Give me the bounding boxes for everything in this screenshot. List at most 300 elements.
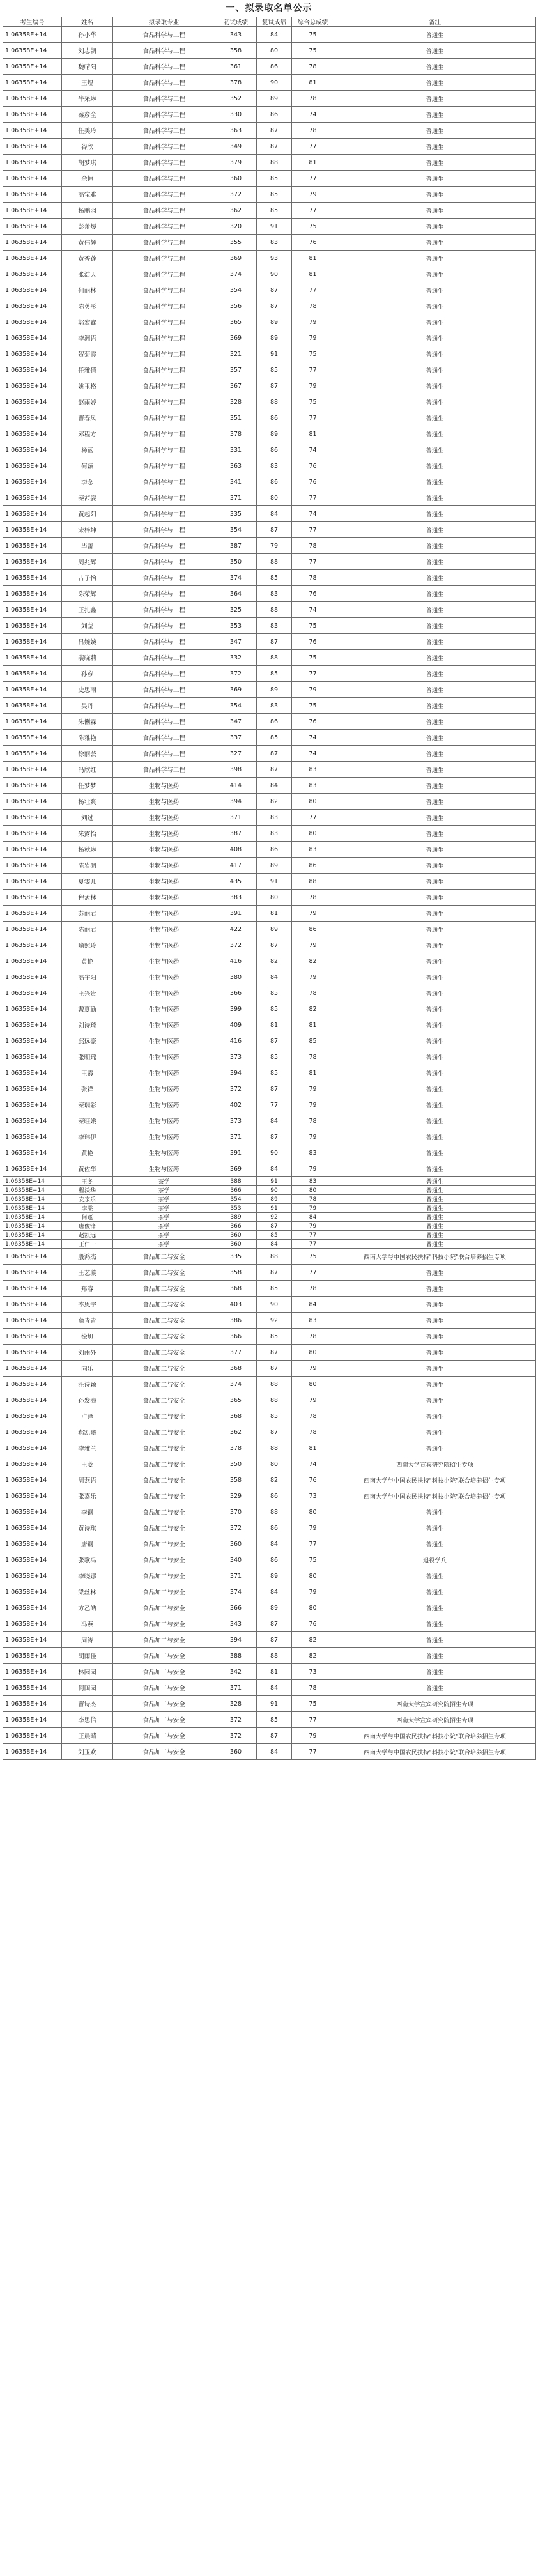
table-row — [3, 123, 536, 139]
initial-score-cell: 360 — [215, 171, 257, 187]
table-row — [3, 586, 536, 602]
retest-score-cell: 86 — [257, 410, 292, 426]
exam-id-cell: 1.06358E+14 — [3, 378, 62, 394]
remark-cell: 普通生 — [334, 1440, 536, 1456]
remark-cell: 普通生 — [334, 1081, 536, 1097]
table-row — [3, 1632, 536, 1648]
remark-cell: 普通生 — [334, 1186, 536, 1195]
total-score-cell: 78 — [292, 1329, 334, 1345]
exam-id-cell: 1.06358E+14 — [3, 1600, 62, 1616]
name-cell: 黄诗琪 — [62, 1520, 113, 1536]
initial-score-cell: 378 — [215, 1440, 257, 1456]
retest-score-cell: 86 — [257, 1520, 292, 1536]
major-cell: 食品加工与安全 — [113, 1392, 215, 1408]
total-score-cell: 79 — [292, 1081, 334, 1097]
retest-score-cell: 80 — [257, 490, 292, 506]
major-cell: 茶学 — [113, 1240, 215, 1249]
retest-score-cell: 88 — [257, 155, 292, 171]
retest-score-cell: 89 — [257, 858, 292, 874]
total-score-cell: 77 — [292, 362, 334, 378]
total-score-cell: 73 — [292, 1664, 334, 1680]
table-row — [3, 1097, 536, 1113]
table-row — [3, 282, 536, 298]
table-row — [3, 235, 536, 251]
exam-id-cell: 1.06358E+14 — [3, 1161, 62, 1177]
remark-cell: 普通生 — [334, 506, 536, 522]
major-cell: 茶学 — [113, 1186, 215, 1195]
name-cell: 何颖 — [62, 458, 113, 474]
retest-score-cell: 89 — [257, 682, 292, 698]
name-cell: 魏晴阳 — [62, 59, 113, 75]
major-cell: 食品科学与工程 — [113, 171, 215, 187]
major-cell: 食品科学与工程 — [113, 410, 215, 426]
major-cell: 食品加工与安全 — [113, 1504, 215, 1520]
exam-id-cell: 1.06358E+14 — [3, 953, 62, 969]
remark-cell: 普通生 — [334, 874, 536, 890]
retest-score-cell: 83 — [257, 586, 292, 602]
total-score-cell: 82 — [292, 953, 334, 969]
major-cell: 生物与医药 — [113, 1001, 215, 1017]
exam-id-cell: 1.06358E+14 — [3, 1213, 62, 1222]
table-row — [3, 314, 536, 330]
initial-score-cell: 371 — [215, 1129, 257, 1145]
retest-score-cell: 77 — [257, 1097, 292, 1113]
remark-cell: 普通生 — [334, 906, 536, 922]
retest-score-cell: 93 — [257, 251, 292, 266]
name-cell: 郝凯曦 — [62, 1424, 113, 1440]
table-row — [3, 330, 536, 346]
name-cell: 杨壮爽 — [62, 794, 113, 810]
header-remark: 备注 — [334, 17, 536, 27]
retest-score-cell: 87 — [257, 937, 292, 953]
retest-score-cell: 87 — [257, 139, 292, 155]
name-cell: 黄艳 — [62, 953, 113, 969]
header-exam-id: 考生编号 — [3, 17, 62, 27]
remark-cell: 普通生 — [334, 1408, 536, 1424]
name-cell: 孙小华 — [62, 27, 113, 43]
exam-id-cell: 1.06358E+14 — [3, 634, 62, 650]
retest-score-cell: 84 — [257, 778, 292, 794]
remark-cell: 普通生 — [334, 890, 536, 906]
table-row — [3, 75, 536, 91]
remark-cell: 西南大学与中国农民扶持"科技小院"联合培养招生专项 — [334, 1728, 536, 1744]
name-cell: 宋梓坤 — [62, 522, 113, 538]
table-row — [3, 1472, 536, 1488]
table-row — [3, 666, 536, 682]
name-cell: 戴夏勤 — [62, 1001, 113, 1017]
remark-cell: 普通生 — [334, 1097, 536, 1113]
table-row — [3, 219, 536, 235]
name-cell: 张明瑶 — [62, 1049, 113, 1065]
table-row — [3, 442, 536, 458]
retest-score-cell: 83 — [257, 618, 292, 634]
exam-id-cell: 1.06358E+14 — [3, 810, 62, 826]
initial-score-cell: 371 — [215, 1568, 257, 1584]
table-row — [3, 1648, 536, 1664]
initial-score-cell: 370 — [215, 1504, 257, 1520]
initial-score-cell: 394 — [215, 794, 257, 810]
name-cell: 卢泽 — [62, 1408, 113, 1424]
table-row — [3, 1392, 536, 1408]
total-score-cell: 85 — [292, 1033, 334, 1049]
major-cell: 食品科学与工程 — [113, 522, 215, 538]
initial-score-cell: 358 — [215, 1265, 257, 1281]
initial-score-cell: 374 — [215, 1584, 257, 1600]
name-cell: 徐旭 — [62, 1329, 113, 1345]
exam-id-cell: 1.06358E+14 — [3, 1065, 62, 1081]
initial-score-cell: 371 — [215, 490, 257, 506]
initial-score-cell: 394 — [215, 1632, 257, 1648]
retest-score-cell: 84 — [257, 1744, 292, 1760]
total-score-cell: 81 — [292, 1065, 334, 1081]
remark-cell: 普通生 — [334, 1129, 536, 1145]
total-score-cell: 79 — [292, 1097, 334, 1113]
name-cell: 王晨晴 — [62, 1728, 113, 1744]
major-cell: 食品加工与安全 — [113, 1696, 215, 1712]
retest-score-cell: 91 — [257, 1696, 292, 1712]
exam-id-cell: 1.06358E+14 — [3, 666, 62, 682]
name-cell: 刘诗琦 — [62, 1017, 113, 1033]
table-row — [3, 1600, 536, 1616]
exam-id-cell: 1.06358E+14 — [3, 937, 62, 953]
exam-id-cell: 1.06358E+14 — [3, 922, 62, 937]
remark-cell: 普通生 — [334, 1049, 536, 1065]
remark-cell: 普通生 — [334, 762, 536, 778]
initial-score-cell: 435 — [215, 874, 257, 890]
initial-score-cell: 398 — [215, 762, 257, 778]
initial-score-cell: 402 — [215, 1097, 257, 1113]
initial-score-cell: 363 — [215, 123, 257, 139]
name-cell: 陈丽君 — [62, 922, 113, 937]
name-cell: 唐钢 — [62, 1536, 113, 1552]
name-cell: 余恒 — [62, 171, 113, 187]
name-cell: 王冬 — [62, 1177, 113, 1186]
header-total-score: 综合总成绩 — [292, 17, 334, 27]
table-row — [3, 985, 536, 1001]
retest-score-cell: 85 — [257, 1329, 292, 1345]
retest-score-cell: 87 — [257, 1265, 292, 1281]
exam-id-cell: 1.06358E+14 — [3, 1345, 62, 1361]
name-cell: 林园园 — [62, 1664, 113, 1680]
initial-score-cell: 403 — [215, 1297, 257, 1313]
exam-id-cell: 1.06358E+14 — [3, 43, 62, 59]
initial-score-cell: 351 — [215, 410, 257, 426]
remark-cell: 普通生 — [334, 714, 536, 730]
table-row — [3, 1161, 536, 1177]
initial-score-cell: 368 — [215, 1361, 257, 1377]
retest-score-cell: 82 — [257, 953, 292, 969]
total-score-cell: 75 — [292, 219, 334, 235]
initial-score-cell: 417 — [215, 858, 257, 874]
total-score-cell: 77 — [292, 282, 334, 298]
name-cell: 郭宏鑫 — [62, 314, 113, 330]
total-score-cell: 81 — [292, 426, 334, 442]
name-cell: 梁丝林 — [62, 1584, 113, 1600]
total-score-cell: 76 — [292, 634, 334, 650]
total-score-cell: 79 — [292, 906, 334, 922]
table-row — [3, 906, 536, 922]
retest-score-cell: 85 — [257, 203, 292, 219]
exam-id-cell: 1.06358E+14 — [3, 171, 62, 187]
initial-score-cell: 354 — [215, 1195, 257, 1204]
total-score-cell: 84 — [292, 1213, 334, 1222]
major-cell: 食品科学与工程 — [113, 570, 215, 586]
exam-id-cell: 1.06358E+14 — [3, 1664, 62, 1680]
initial-score-cell: 374 — [215, 1377, 257, 1392]
major-cell: 生物与医药 — [113, 842, 215, 858]
initial-score-cell: 347 — [215, 634, 257, 650]
initial-score-cell: 380 — [215, 969, 257, 985]
remark-cell: 普通生 — [334, 953, 536, 969]
total-score-cell: 79 — [292, 1161, 334, 1177]
table-row — [3, 1696, 536, 1712]
exam-id-cell: 1.06358E+14 — [3, 1249, 62, 1265]
major-cell: 食品科学与工程 — [113, 59, 215, 75]
retest-score-cell: 89 — [257, 330, 292, 346]
total-score-cell: 78 — [292, 538, 334, 554]
name-cell: 赵凯远 — [62, 1231, 113, 1240]
table-row — [3, 937, 536, 953]
retest-score-cell: 90 — [257, 1145, 292, 1161]
name-cell: 王艺璇 — [62, 1265, 113, 1281]
total-score-cell: 77 — [292, 1712, 334, 1728]
total-score-cell: 88 — [292, 874, 334, 890]
name-cell: 刘过 — [62, 810, 113, 826]
retest-score-cell: 86 — [257, 1488, 292, 1504]
initial-score-cell: 379 — [215, 155, 257, 171]
major-cell: 食品科学与工程 — [113, 235, 215, 251]
name-cell: 李念 — [62, 474, 113, 490]
major-cell: 食品加工与安全 — [113, 1632, 215, 1648]
remark-cell: 普通生 — [334, 1145, 536, 1161]
total-score-cell: 79 — [292, 1129, 334, 1145]
initial-score-cell: 399 — [215, 1001, 257, 1017]
total-score-cell: 78 — [292, 570, 334, 586]
total-score-cell: 78 — [292, 985, 334, 1001]
exam-id-cell: 1.06358E+14 — [3, 618, 62, 634]
retest-score-cell: 85 — [257, 1712, 292, 1728]
total-score-cell: 77 — [292, 203, 334, 219]
retest-score-cell: 85 — [257, 1065, 292, 1081]
table-row — [3, 1520, 536, 1536]
retest-score-cell: 84 — [257, 1161, 292, 1177]
initial-score-cell: 378 — [215, 75, 257, 91]
major-cell: 食品加工与安全 — [113, 1472, 215, 1488]
total-score-cell: 74 — [292, 107, 334, 123]
table-row — [3, 1361, 536, 1377]
retest-score-cell: 87 — [257, 1728, 292, 1744]
retest-score-cell: 87 — [257, 282, 292, 298]
exam-id-cell: 1.06358E+14 — [3, 1145, 62, 1161]
exam-id-cell: 1.06358E+14 — [3, 1195, 62, 1204]
remark-cell: 普通生 — [334, 458, 536, 474]
initial-score-cell: 414 — [215, 778, 257, 794]
remark-cell: 普通生 — [334, 586, 536, 602]
major-cell: 食品加工与安全 — [113, 1536, 215, 1552]
major-cell: 食品加工与安全 — [113, 1488, 215, 1504]
exam-id-cell: 1.06358E+14 — [3, 890, 62, 906]
name-cell: 安宗乐 — [62, 1195, 113, 1204]
initial-score-cell: 416 — [215, 953, 257, 969]
total-score-cell: 81 — [292, 266, 334, 282]
total-score-cell: 82 — [292, 1648, 334, 1664]
name-cell: 李思宇 — [62, 1297, 113, 1313]
initial-score-cell: 331 — [215, 442, 257, 458]
initial-score-cell: 372 — [215, 1712, 257, 1728]
remark-cell: 普通生 — [334, 1231, 536, 1240]
initial-score-cell: 364 — [215, 586, 257, 602]
total-score-cell: 79 — [292, 1204, 334, 1213]
exam-id-cell: 1.06358E+14 — [3, 1281, 62, 1297]
major-cell: 食品加工与安全 — [113, 1281, 215, 1297]
exam-id-cell: 1.06358E+14 — [3, 1648, 62, 1664]
major-cell: 食品科学与工程 — [113, 698, 215, 714]
total-score-cell: 79 — [292, 187, 334, 203]
table-row — [3, 650, 536, 666]
initial-score-cell: 369 — [215, 251, 257, 266]
retest-score-cell: 86 — [257, 474, 292, 490]
table-row — [3, 251, 536, 266]
major-cell: 生物与医药 — [113, 826, 215, 842]
total-score-cell: 80 — [292, 826, 334, 842]
major-cell: 食品加工与安全 — [113, 1361, 215, 1377]
initial-score-cell: 366 — [215, 1600, 257, 1616]
total-score-cell: 77 — [292, 1265, 334, 1281]
name-cell: 王兴贵 — [62, 985, 113, 1001]
name-cell: 唐俊锋 — [62, 1222, 113, 1231]
initial-score-cell: 335 — [215, 1249, 257, 1265]
table-row — [3, 554, 536, 570]
initial-score-cell: 350 — [215, 554, 257, 570]
major-cell: 食品科学与工程 — [113, 123, 215, 139]
table-row — [3, 1297, 536, 1313]
major-cell: 食品加工与安全 — [113, 1600, 215, 1616]
total-score-cell: 77 — [292, 1240, 334, 1249]
table-row — [3, 858, 536, 874]
retest-score-cell: 87 — [257, 762, 292, 778]
initial-score-cell: 388 — [215, 1648, 257, 1664]
major-cell: 生物与医药 — [113, 937, 215, 953]
name-cell: 黄香莲 — [62, 251, 113, 266]
initial-score-cell: 369 — [215, 1161, 257, 1177]
table-row — [3, 1664, 536, 1680]
total-score-cell: 79 — [292, 378, 334, 394]
exam-id-cell: 1.06358E+14 — [3, 330, 62, 346]
remark-cell: 普通生 — [334, 1033, 536, 1049]
major-cell: 食品加工与安全 — [113, 1712, 215, 1728]
table-row — [3, 522, 536, 538]
remark-cell: 普通生 — [334, 123, 536, 139]
remark-cell: 普通生 — [334, 1017, 536, 1033]
major-cell: 食品加工与安全 — [113, 1345, 215, 1361]
remark-cell: 普通生 — [334, 1065, 536, 1081]
exam-id-cell: 1.06358E+14 — [3, 1313, 62, 1329]
total-score-cell: 73 — [292, 1488, 334, 1504]
remark-cell: 普通生 — [334, 43, 536, 59]
initial-score-cell: 340 — [215, 1552, 257, 1568]
exam-id-cell: 1.06358E+14 — [3, 698, 62, 714]
table-row — [3, 139, 536, 155]
table-row — [3, 506, 536, 522]
exam-id-cell: 1.06358E+14 — [3, 1231, 62, 1240]
remark-cell: 西南大学宣宾研究院招生专项 — [334, 1456, 536, 1472]
total-score-cell: 77 — [292, 490, 334, 506]
remark-cell: 普通生 — [334, 810, 536, 826]
initial-score-cell: 355 — [215, 235, 257, 251]
initial-score-cell: 353 — [215, 618, 257, 634]
retest-score-cell: 84 — [257, 506, 292, 522]
table-row — [3, 1033, 536, 1049]
exam-id-cell: 1.06358E+14 — [3, 762, 62, 778]
remark-cell: 普通生 — [334, 394, 536, 410]
total-score-cell: 74 — [292, 506, 334, 522]
exam-id-cell: 1.06358E+14 — [3, 682, 62, 698]
initial-score-cell: 366 — [215, 1222, 257, 1231]
name-cell: 李棠 — [62, 1204, 113, 1213]
retest-score-cell: 80 — [257, 1456, 292, 1472]
remark-cell: 普通生 — [334, 1177, 536, 1186]
table-row — [3, 187, 536, 203]
table-row — [3, 1065, 536, 1081]
exam-id-cell: 1.06358E+14 — [3, 410, 62, 426]
total-score-cell: 83 — [292, 842, 334, 858]
retest-score-cell: 86 — [257, 842, 292, 858]
major-cell: 食品加工与安全 — [113, 1552, 215, 1568]
remark-cell: 普通生 — [334, 570, 536, 586]
retest-score-cell: 86 — [257, 714, 292, 730]
name-cell: 杨鹏羽 — [62, 203, 113, 219]
total-score-cell: 78 — [292, 1049, 334, 1065]
remark-cell: 普通生 — [334, 1616, 536, 1632]
initial-score-cell: 325 — [215, 602, 257, 618]
total-score-cell: 75 — [292, 43, 334, 59]
retest-score-cell: 87 — [257, 123, 292, 139]
header-name: 姓名 — [62, 17, 113, 27]
name-cell: 刘莹 — [62, 618, 113, 634]
table-row — [3, 762, 536, 778]
name-cell: 苏丽君 — [62, 906, 113, 922]
initial-score-cell: 374 — [215, 570, 257, 586]
initial-score-cell: 383 — [215, 890, 257, 906]
remark-cell: 普通生 — [334, 1664, 536, 1680]
initial-score-cell: 369 — [215, 682, 257, 698]
table-row — [3, 266, 536, 282]
table-row — [3, 1536, 536, 1552]
total-score-cell: 75 — [292, 394, 334, 410]
major-cell: 食品加工与安全 — [113, 1456, 215, 1472]
table-row — [3, 91, 536, 107]
exam-id-cell: 1.06358E+14 — [3, 1728, 62, 1744]
table-row — [3, 378, 536, 394]
major-cell: 食品科学与工程 — [113, 602, 215, 618]
retest-score-cell: 87 — [257, 1632, 292, 1648]
remark-cell: 普通生 — [334, 203, 536, 219]
total-score-cell: 76 — [292, 1616, 334, 1632]
remark-cell: 普通生 — [334, 139, 536, 155]
major-cell: 食品科学与工程 — [113, 554, 215, 570]
remark-cell: 普通生 — [334, 1424, 536, 1440]
exam-id-cell: 1.06358E+14 — [3, 266, 62, 282]
initial-score-cell: 354 — [215, 698, 257, 714]
remark-cell: 西南大学与中国农民扶持"科技小院"联合培养招生专项 — [334, 1472, 536, 1488]
initial-score-cell: 394 — [215, 1065, 257, 1081]
initial-score-cell: 358 — [215, 43, 257, 59]
name-cell: 秦茜姿 — [62, 490, 113, 506]
initial-score-cell: 416 — [215, 1033, 257, 1049]
retest-score-cell: 91 — [257, 1204, 292, 1213]
major-cell: 茶学 — [113, 1195, 215, 1204]
table-row — [3, 1329, 536, 1345]
